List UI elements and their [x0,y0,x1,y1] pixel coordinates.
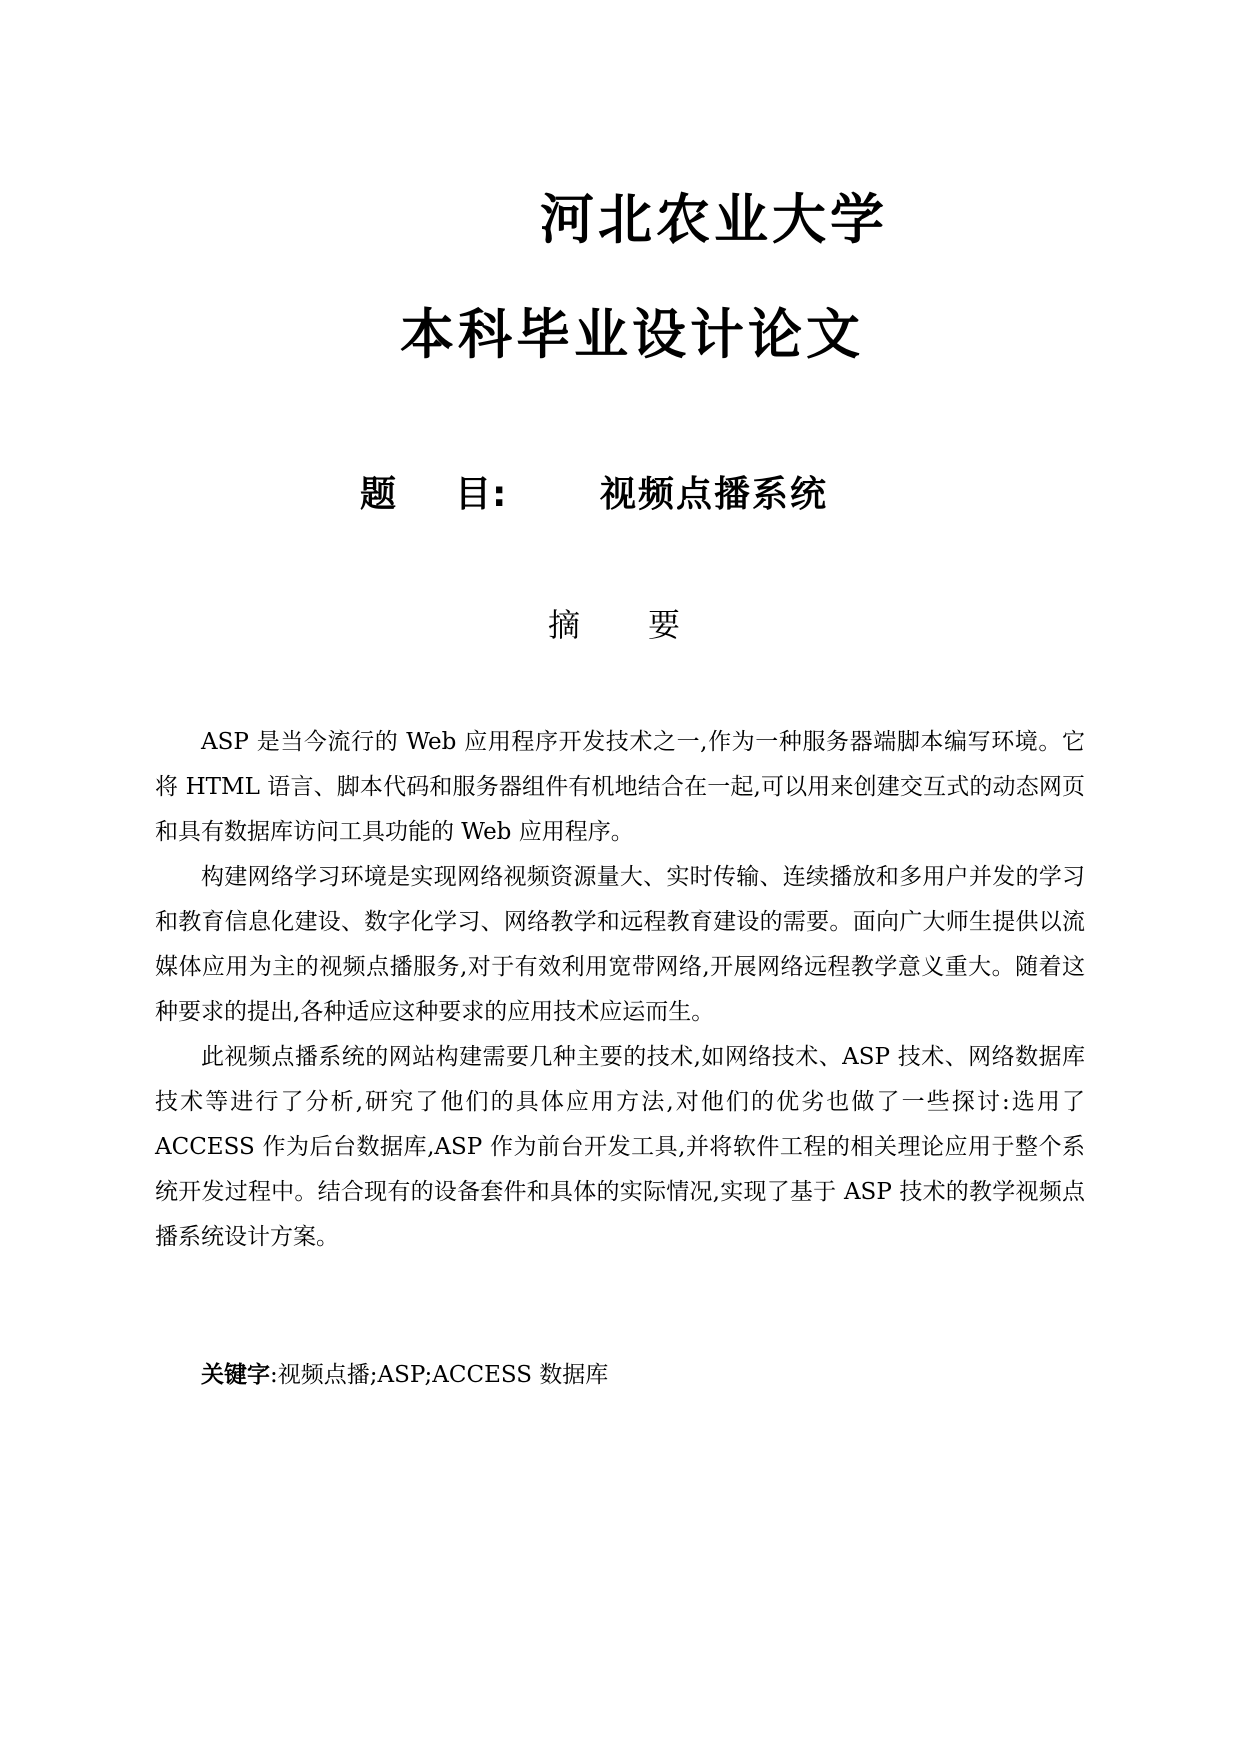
abstract-heading [0,600,1241,650]
thesis-type-title: 本科毕业设计论文 [400,303,864,366]
abstract-heading-char-2: 要 [648,606,681,644]
abstract-paragraph: 此视频点播系统的网站构建需要几种主要的技术,如网络技术、ASP 技术、网络数据库技术等进行了分析,研究了他们的具体应用方法,对他们的优劣也做了一些探讨:选用了 ACCESS 作为后台数据库,ASP 作为前台开发工具,并将软件工程的相关理论应用于整个系统开发过程中。结合现有的设备套件和具体的实际情况,实现了基于 ASP 技术的教学视频点播系统设计方案。 [155,1044,1085,1250]
abstract-heading-char-1: 摘 [548,606,581,644]
title-label-char-2: 目 [455,474,492,515]
title-label-char-1: 题 [360,474,397,515]
thesis-title-value: 视频点播系统 [600,474,829,515]
title-label-colon: : [492,474,507,515]
abstract-body [155,720,1085,1260]
keywords-value: 视频点播;ASP;ACCESS 数据库 [277,1362,609,1388]
university-name: 河北农业大学 [540,188,888,251]
keywords-line [201,1355,608,1395]
keywords-separator: : [270,1362,278,1388]
abstract-paragraph: ASP 是当今流行的 Web 应用程序开发技术之一,作为一种服务器端脚本编写环境。它将 HTML 语言、脚本代码和服务器组件有机地结合在一起,可以用来创建交互式的动态网页和具有数据库访问工具功能的 Web 应用程序。 [155,729,1085,845]
thesis-title-row [0,470,1241,520]
abstract-paragraph: 构建网络学习环境是实现网络视频资源量大、实时传输、连续播放和多用户并发的学习和教育信息化建设、数字化学习、网络教学和远程教育建设的需要。面向广大师生提供以流媒体应用为主的视频点播服务,对于有效利用宽带网络,开展网络远程教学意义重大。随着这种要求的提出,各种适应这种要求的应用技术应运而生。 [155,864,1085,1025]
keywords-label: 关键字 [201,1362,270,1388]
